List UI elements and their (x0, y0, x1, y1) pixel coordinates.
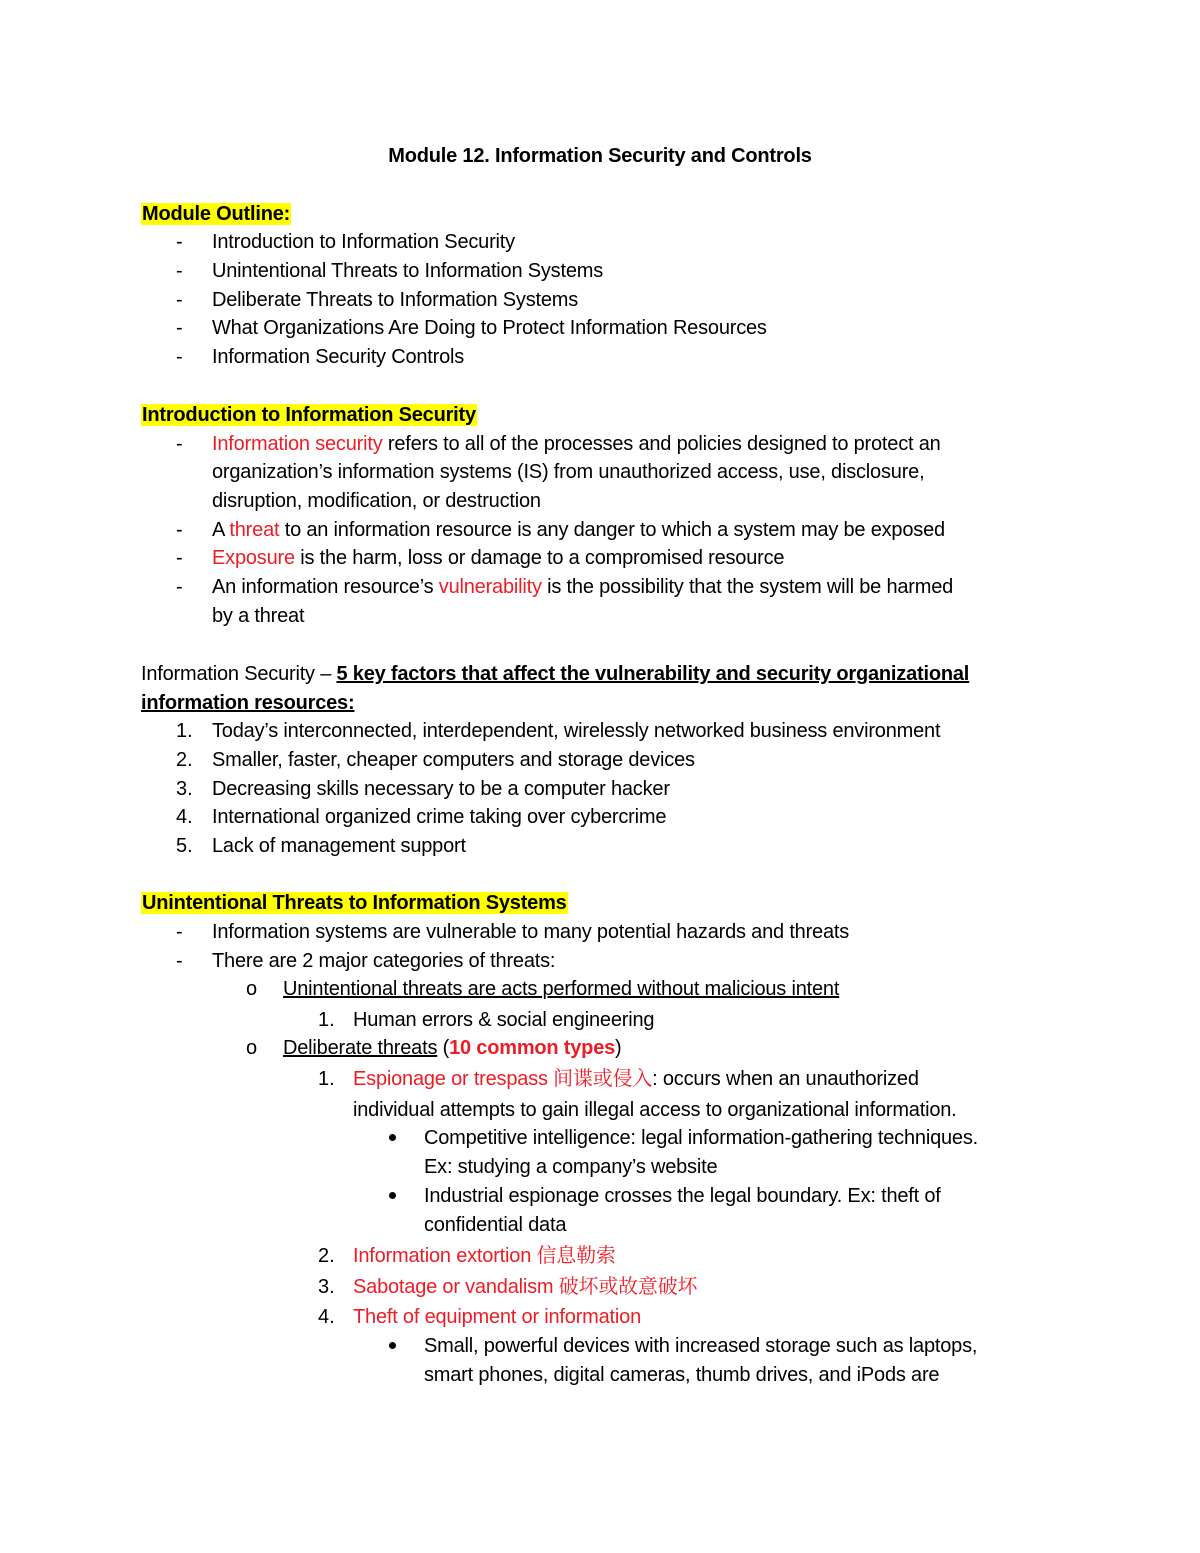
outline-item: What Organizations Are Doing to Protect Information Resources (212, 317, 767, 339)
intro-heading: Introduction to Information Security (142, 404, 476, 426)
factor-item: Lack of management support (212, 835, 466, 857)
dash-marker: - (176, 519, 183, 541)
deliberate-item: Espionage or trespass 间谍或侵入: occurs when an unauthorized (353, 1068, 919, 1090)
deliberate-item: Information extortion 信息勒索 (353, 1245, 616, 1267)
outline-item: Introduction to Information Security (212, 231, 515, 253)
dash-marker: - (176, 547, 183, 569)
dash-marker: - (176, 231, 183, 253)
dash-marker: - (176, 346, 183, 368)
outline-heading: Module Outline: (142, 203, 291, 225)
term-threat: threat (229, 519, 280, 541)
list-number: 2. (318, 1245, 335, 1267)
category-unintentional: Unintentional threats are acts performed without malicious intent (283, 978, 840, 1000)
factor-item: International organized crime taking over cybercrime (212, 806, 667, 828)
espionage-subitem-cont: Ex: studying a company’s website (424, 1156, 718, 1178)
threat-bullet: Information systems are vulnerable to many potential hazards and threats (212, 921, 850, 943)
intro-bullet: An information resource’s vulnerability is the possibility that the system will be harmed (212, 576, 954, 598)
circle-marker: o (246, 1037, 258, 1059)
espionage-subitem: Industrial espionage crosses the legal boundary. Ex: theft of (424, 1185, 941, 1207)
bullet-dot (389, 1342, 396, 1349)
list-number: 4. (318, 1306, 335, 1328)
dash-marker: - (176, 950, 183, 972)
intro-bullet-cont: by a threat (212, 605, 305, 627)
theft-subitem: Small, powerful devices with increased storage such as laptops, (424, 1335, 978, 1357)
factor-item: Today’s interconnected, interdependent, wirelessly networked business environment (212, 720, 941, 742)
list-number: 3. (318, 1276, 335, 1298)
threat-bullet: There are 2 major categories of threats: (212, 950, 556, 972)
dash-marker: - (176, 576, 183, 598)
factor-item: Smaller, faster, cheaper computers and storage devices (212, 749, 695, 771)
page-title: Module 12. Information Security and Controls (388, 145, 812, 167)
dash-marker: - (176, 317, 183, 339)
list-number: 1. (318, 1068, 335, 1090)
dash-marker: - (176, 289, 183, 311)
list-number: 1. (176, 720, 193, 742)
intro-bullet: Information security refers to all of the processes and policies designed to protect an (212, 433, 941, 455)
intro-bullet: A threat to an information resource is any danger to which a system may be exposed (212, 519, 945, 541)
deliberate-item-cont: individual attempts to gain illegal access to organizational information. (353, 1099, 957, 1121)
outline-item: Information Security Controls (212, 346, 465, 368)
circle-marker: o (246, 978, 258, 1000)
intro-bullet-cont: organization’s information systems (IS) from unauthorized access, use, disclosure, (212, 461, 925, 483)
factors-heading: Information Security – 5 key factors that affect the vulnerability and security organizational (141, 663, 970, 685)
list-number: 3. (176, 778, 193, 800)
category-deliberate: Deliberate threats (10 common types) (283, 1037, 622, 1059)
term-exposure: Exposure (212, 547, 295, 569)
list-number: 5. (176, 835, 193, 857)
dash-marker: - (176, 921, 183, 943)
list-number: 1. (318, 1009, 335, 1031)
deliberate-item: Theft of equipment or information (353, 1306, 641, 1328)
outline-item: Unintentional Threats to Information Systems (212, 260, 604, 282)
deliberate-item: Sabotage or vandalism 破坏或故意破坏 (353, 1276, 698, 1298)
unintentional-item: Human errors & social engineering (353, 1009, 655, 1031)
factor-item: Decreasing skills necessary to be a computer hacker (212, 778, 670, 800)
theft-subitem-cont: smart phones, digital cameras, thumb drives, and iPods are (424, 1364, 940, 1386)
bullet-dot (389, 1134, 396, 1141)
dash-marker: - (176, 260, 183, 282)
intro-bullet: Exposure is the harm, loss or damage to a compromised resource (212, 547, 785, 569)
outline-item: Deliberate Threats to Information Systems (212, 289, 579, 311)
term-information-security: Information security (212, 433, 383, 455)
factors-heading-cont: information resources: (141, 692, 355, 714)
term-vulnerability: vulnerability (438, 576, 542, 598)
list-number: 2. (176, 749, 193, 771)
espionage-subitem-cont: confidential data (424, 1214, 567, 1236)
dash-marker: - (176, 433, 183, 455)
list-number: 4. (176, 806, 193, 828)
term-espionage: Espionage or trespass 间谍或侵入 (353, 1068, 653, 1090)
intro-bullet-cont: disruption, modification, or destruction (212, 490, 541, 512)
bullet-dot (389, 1192, 396, 1199)
unintentional-heading: Unintentional Threats to Information Systems (142, 892, 567, 914)
espionage-subitem: Competitive intelligence: legal information-gathering techniques. (424, 1127, 978, 1149)
